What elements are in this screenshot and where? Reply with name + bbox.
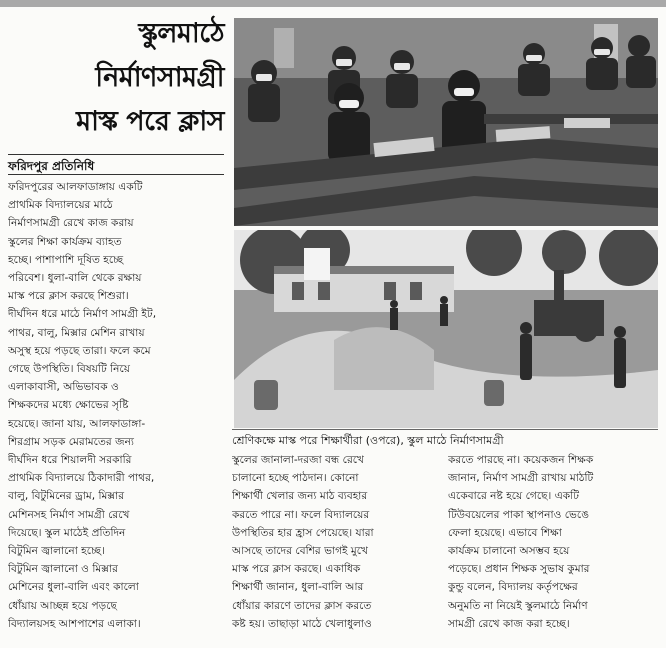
column-left-line: বিদ্যালয়সহ আশপাশের এলাকা। <box>8 617 141 630</box>
column-right-line: একেবারে নষ্ট হয়ে গেছে। একটি <box>448 490 579 503</box>
column-left-line: প্রাথমিক বিদ্যালয়ের মাঠে <box>8 199 113 212</box>
column-middle <box>232 451 438 633</box>
column-middle-line: আসছে তাদের বেশির ভাগই মুখে <box>232 545 369 558</box>
classroom-photo <box>234 18 658 226</box>
column-left-line: ধোঁয়ায় আচ্ছন্ন হয়ে পড়ছে <box>8 599 117 612</box>
column-left-line: এলাকাবাসী, অভিভাবক ও <box>8 381 119 394</box>
school-building-roof <box>274 266 454 274</box>
headline-line-1: স্কুলমাঠে <box>138 18 224 49</box>
column-left-line: বিটুমিন জ্বালানো ও মিক্সার <box>8 563 118 576</box>
column-left-line: প্রাথমিক বিদ্যালয়ে ঠিকাদারী পাথর, <box>8 472 155 485</box>
column-left-line: দীর্ঘদিন ধরে মাঠে নির্মাণ সামগ্রী ইট, <box>8 308 157 321</box>
schoolyard-photo-image <box>234 230 658 428</box>
column-left-line: দিয়েছে। স্কুল মাঠেই প্রতিদিন <box>8 526 126 539</box>
column-right-line: কুন্ডু বলেন, বিদ্যালয় কর্তৃপক্ষের <box>448 581 578 594</box>
column-middle-line: মাস্ক পরে ক্লাস করছে। একাধিক <box>232 563 361 576</box>
column-left-line: শিরগ্রাম সড়ক মেরামতের জন্য <box>8 435 134 448</box>
top-border <box>0 0 666 7</box>
column-left-line: পরিবেশ। ধুলা-বালি থেকে রক্ষায় <box>8 272 142 285</box>
column-left-line: হয়েছে। জানা যায়, আলফাডাঙ্গা- <box>8 417 146 430</box>
column-middle-line: ধোঁয়ার কারণে তাদের ক্লাস করতে <box>232 599 372 612</box>
column-left-line: ফরিদপুরের আলফাডাঙ্গায় একটি <box>8 181 143 193</box>
column-middle-line: করতে পারে না। ফলে বিদ্যালয়ের <box>232 508 370 521</box>
column-right-line: অনুমতি না নিয়েই স্কুলমাঠে নির্মাণ <box>448 599 588 612</box>
column-right-line: টিউবয়েলের পাকা স্থাপনাও ভেঙে <box>448 508 589 521</box>
column-left-line: শিক্ষকদের মধ্যে ক্ষোভের সৃষ্টি <box>8 399 129 412</box>
column-left-line: বালু, বিটুমিনের ড্রাম, মিক্সার <box>8 490 125 503</box>
classroom-window-left <box>274 28 294 68</box>
column-left-line: পাথর, বালু, মিক্সার মেশিন রাখায় <box>8 326 145 339</box>
column-middle-line: উপস্থিতির হার হ্রাস পেয়েছে। যারা <box>232 526 374 539</box>
schoolyard-photo <box>234 230 658 428</box>
column-left-line: অসুস্থ হয়ে পড়ছে তারা। ফলে কমে <box>8 344 151 357</box>
column-left <box>8 178 224 633</box>
byline-bottom-rule <box>8 174 224 175</box>
column-middle-line: শিক্ষার্থী খেলার জন্য মাঠ ব্যবহার <box>232 490 368 503</box>
headline-line-2: নির্মাণসামগ্রী <box>95 62 224 93</box>
classroom-photo-image <box>234 18 658 226</box>
headline <box>6 12 224 144</box>
column-left-line: বিটুমিন জ্বালানো হচ্ছে। <box>8 545 105 558</box>
column-right-line: সামগ্রী রেখে কাজ করা হচ্ছে। <box>448 617 570 630</box>
column-left-line: দীর্ঘদিন ধরে শিয়ালদী সরকারি <box>8 454 132 467</box>
column-left-line: মেশিনসহ নির্মাণ সামগ্রী রেখে <box>8 508 130 521</box>
column-middle-line: স্কুলের জানালা-দরজা বন্ধ রেখে <box>232 454 365 466</box>
caption-rule <box>232 429 658 430</box>
headline-line-3: মাস্ক পরে ক্লাস <box>76 106 224 137</box>
photo-caption: শ্রেণিকক্ষে মাস্ক পরে শিক্ষার্থীরা (ওপরে), স্কুল মাঠে নির্মাণসামগ্রী <box>232 434 504 447</box>
column-left-line: স্কুলের শিক্ষা কার্যক্রম ব্যাহত <box>8 235 122 248</box>
column-left-line: মাস্ক পরে ক্লাস করছে শিশুরা। <box>8 290 129 303</box>
column-left-line: নির্মাণসামগ্রী রেখে কাজ করায় <box>8 217 134 230</box>
column-right-line: কার্যক্রম চালানো অসম্ভব হয়ে <box>448 545 570 558</box>
column-left-line: মেশিনের ধুলা-বালি এবং কালো <box>8 581 139 594</box>
column-right-line: পড়েছে। প্রধান শিক্ষক সুভাষ কুমার <box>448 563 590 576</box>
column-middle-line: চালানো হচ্ছে পাঠদান। কোনো <box>232 472 359 485</box>
column-right-line: ফেলা হয়েছে। এভাবে শিক্ষা <box>448 526 562 539</box>
column-right-line: করতে পারছে না। কয়েকজন শিক্ষক <box>448 454 594 466</box>
column-right-line: জানান, নির্মাণ সামগ্রী রাখায় মাঠটি <box>448 472 594 485</box>
banner <box>304 248 330 280</box>
byline-top-rule <box>8 154 224 155</box>
column-left-line: গেছে উপস্থিতি। বিষয়টি নিয়ে <box>8 363 130 376</box>
column-left-line: হচ্ছে। পাশাপাশি দূষিত হচ্ছে <box>8 253 124 266</box>
column-right <box>448 451 658 633</box>
byline: ফরিদপুর প্রতিনিধি <box>8 159 95 173</box>
column-middle-line: শিক্ষার্থী জানান, ধুলা-বালি আর <box>232 581 364 594</box>
column-middle-line: কষ্ট হয়। তাছাড়া মাঠে খেলাধুলাও <box>232 617 372 630</box>
